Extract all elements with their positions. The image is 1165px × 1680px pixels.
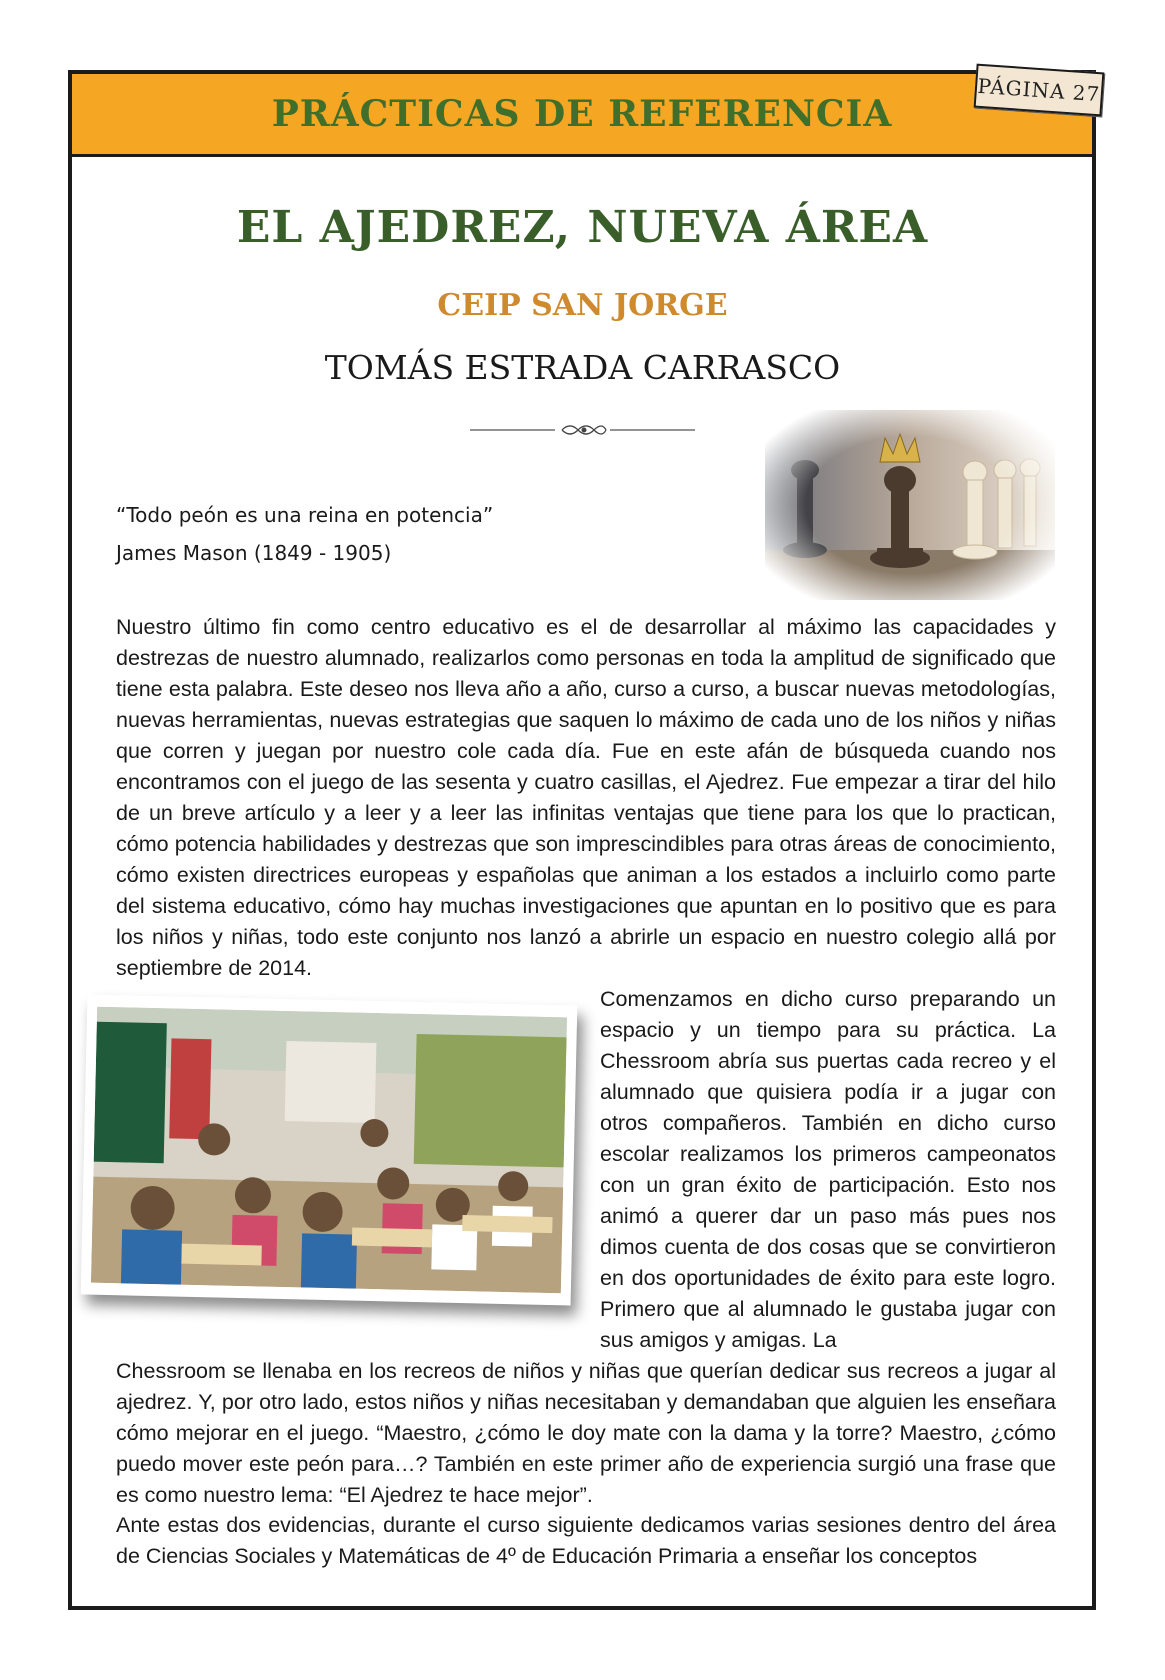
section-banner [72,74,1092,157]
paragraph-chessroom-continued: Chessroom se llenaba en los recreos de niños y niñas que querían dedicar sus recreos a jugar al ajedrez. Y, por otro lado, estos niños y niñas necesitaban y demandaban que alguien les enseñara cómo mejorar en el juego. “Maestro, ¿cómo le doy mate con la dama y la torre? Maestro, ¿cómo puedo mover este peón para…? También en este primer año de experiencia surgió una frase que es como nuestro lema: “El Ajedrez te hace mejor”. [116,1359,1056,1507]
quote-author: James Mason (1849 - 1905) [116,541,392,565]
author-name: TOMÁS ESTRADA CARRASCO [324,348,841,387]
ornament-divider [470,420,695,440]
epigraph [116,496,493,572]
article-title: EL AJEDREZ, NUEVA ÁREA [236,202,929,253]
school-name: CEIP SAN JORGE [437,288,728,323]
paragraph-evidence: Ante estas dos evidencias, durante el curso siguiente dedicamos varias sesiones dentro del área de Ciencias Sociales y Matemáticas de 4º de Educación Primaria a enseñar los conceptos [116,1513,1056,1568]
paragraph-intro: Nuestro último fin como centro educativo es el de desarrollar al máximo las capacidades y destrezas de nuestro alumnado, realizarlos como personas en toda la amplitud de significado que tiene esta palabra. Este deseo nos lleva año a año, curso a curso, a buscar nuevas metodologías, nuevas herramientas, nuevas estrategias que saquen lo máximo de cada uno de los niños y niñas que corren y juegan por nuestro cole cada día. Fue en este afán de búsqueda cuando nos encontramos con el juego de las sesenta y cuatro casillas, el Ajedrez. Fue empezar a tirar del hilo de un breve artículo y a leer y a leer las infinitas ventajas que tiene para los que lo practican, cómo potencia habilidades y destrezas que son imprescindibles para otras áreas de conocimiento, cómo existen directrices europeas y españolas que animan a los estados a incluirlo como parte del sistema educativo, cómo hay muchas investigaciones que apuntan en lo positivo que es para los niños y niñas, todo este conjunto nos lanzó a abrirle un espacio en nuestro colegio allá por septiembre de 2014. [116,615,1056,980]
section-title: PRÁCTICAS DE REFERENCIA [271,93,893,135]
classroom-photo [81,994,578,1305]
page-number-tag: PÁGINA 27 [974,64,1105,117]
paragraph-chessroom: Comenzamos en dicho curso preparando un espacio y un tiempo para su práctica. La Chessroom abría sus puertas cada recreo y el alumnado que quisiera podía ir a jugar con otros compañeros. También en dicho curso escolar realizamos los primeros campeonatos con un gran éxito de participación. Esto nos animó a querer dar un paso más pues nos dimos cuenta de dos cosas que se convirtieron en dos oportunidades de éxito para este logro. Primero que al alumnado le gustaba jugar con sus amigos y amigas. La [600,987,1056,1352]
chess-pieces-image [765,410,1055,600]
quote-text: “Todo peón es una reina en potencia” [116,503,494,527]
